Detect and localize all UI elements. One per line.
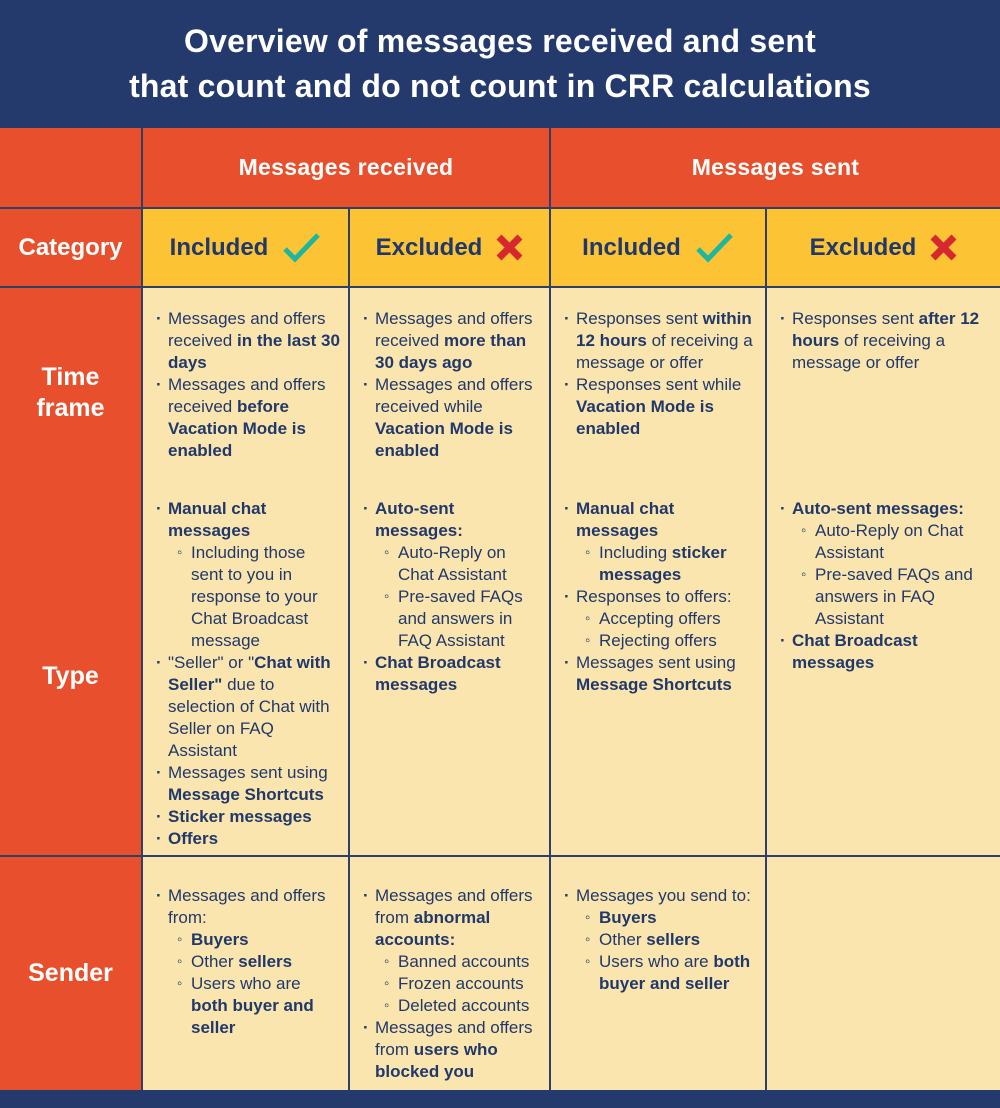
dot-bullet: ·: [564, 587, 570, 606]
list-item: ◦ Banned accounts: [384, 952, 530, 971]
circle-bullet: ◦: [585, 610, 591, 627]
sender-label-text: Sender: [28, 959, 113, 987]
category-row-label: [0, 209, 141, 288]
circle-bullet: ◦: [585, 544, 591, 561]
list-item: ◦ Accepting offers: [585, 609, 721, 628]
list-item: · Messages and offers from abnormal accounts:: [363, 886, 533, 949]
list-item: · Messages and offers received while Vacation Mode is enabled: [363, 375, 533, 460]
cross-icon: [496, 234, 523, 261]
dot-bullet: ·: [156, 886, 162, 905]
dot-bullet: ·: [156, 375, 162, 394]
circle-bullet: ◦: [177, 953, 183, 970]
included-label: Included: [582, 233, 681, 261]
list-item: ◦ Users who are both buyer and seller: [177, 974, 314, 1037]
circle-bullet: ◦: [801, 522, 807, 539]
list-item: ◦ Other sellers: [585, 930, 701, 949]
list-item: · Messages sent using Message Shortcuts: [156, 763, 328, 804]
sender-row-label: [0, 855, 141, 1090]
list-item: · Chat Broadcast messages: [780, 631, 918, 672]
timeframe-sent-included: [549, 288, 765, 497]
dot-bullet: ·: [156, 763, 162, 782]
crr-table: [0, 128, 1000, 1090]
dot-bullet: ·: [780, 309, 786, 328]
category-sent-included: [549, 209, 765, 288]
list-item: ◦ Deleted accounts: [384, 996, 530, 1015]
circle-bullet: ◦: [384, 997, 390, 1014]
page-title-line1: Overview of messages received and sent: [184, 23, 816, 59]
dot-bullet: ·: [363, 309, 369, 328]
list-item: · Manual chat messages: [564, 499, 675, 540]
dot-bullet: ·: [156, 829, 162, 848]
excluded-label: Excluded: [809, 233, 917, 261]
list-item: · Messages sent using Message Shortcuts: [564, 653, 736, 694]
circle-bullet: ◦: [384, 975, 390, 992]
dot-bullet: ·: [363, 499, 369, 518]
dot-bullet: ·: [156, 499, 162, 518]
list-item: · Messages and offers from users who blocked you: [363, 1018, 533, 1081]
type-sent-included: [549, 497, 765, 855]
list-item: · Auto-sent messages:: [780, 499, 964, 518]
list-item: ◦ Pre-saved FAQs and answers in FAQ Assistant: [801, 565, 973, 628]
list-item: ◦ Other sellers: [177, 952, 293, 971]
timeframe-row-label: [0, 288, 141, 497]
list-item: · Messages and offers received in the last 30 days: [156, 309, 340, 372]
dot-bullet: ·: [156, 807, 162, 826]
dot-bullet: ·: [363, 375, 369, 394]
circle-bullet: ◦: [585, 953, 591, 970]
list-item: · Auto-sent messages:: [363, 499, 463, 540]
dot-bullet: ·: [780, 499, 786, 518]
circle-bullet: ◦: [177, 544, 183, 561]
dot-bullet: ·: [780, 631, 786, 650]
list-item: ◦ Auto-Reply on Chat Assistant: [384, 543, 507, 584]
type-received-included: [141, 497, 348, 855]
circle-bullet: ◦: [177, 975, 183, 992]
category-label-text: Category: [18, 233, 123, 261]
circle-bullet: ◦: [384, 588, 390, 605]
excluded-label: Excluded: [375, 233, 483, 261]
check-icon: [695, 232, 734, 263]
cross-icon: [930, 234, 957, 261]
list-item: ◦ Pre-saved FAQs and answers in FAQ Assistant: [384, 587, 523, 650]
circle-bullet: ◦: [585, 931, 591, 948]
list-item: · Messages and offers from:: [156, 886, 326, 927]
circle-bullet: ◦: [585, 909, 591, 926]
category-sent-excluded: [765, 209, 1000, 288]
header-corner-cell: [0, 128, 141, 209]
list-item: · Offers: [156, 829, 219, 848]
list-item: ◦ Auto-Reply on Chat Assistant: [801, 521, 964, 562]
header-messages-sent-label: Messages sent: [691, 154, 860, 180]
list-item: ◦ Buyers: [585, 908, 657, 927]
title-banner: [0, 0, 1000, 128]
list-item: · Manual chat messages: [156, 499, 267, 540]
header-messages-received: [141, 128, 549, 209]
type-sent-excluded: [765, 497, 1000, 855]
dot-bullet: ·: [564, 886, 570, 905]
sender-received-included: [141, 855, 348, 1090]
sender-sent-excluded: [765, 855, 1000, 1090]
timeframe-received-excluded: [348, 288, 549, 497]
list-item: · Messages and offers received before Vacation Mode is enabled: [156, 375, 326, 460]
list-item: · "Seller" or "Chat with Seller" due to selection of Chat with Seller on FAQ Assistant: [156, 653, 331, 760]
category-received-excluded: [348, 209, 549, 288]
circle-bullet: ◦: [384, 544, 390, 561]
list-item: ◦ Including those sent to you in response to your Chat Broadcast message: [177, 543, 318, 650]
circle-bullet: ◦: [177, 931, 183, 948]
sender-sent-included: [549, 855, 765, 1090]
dot-bullet: ·: [363, 886, 369, 905]
check-icon: [282, 232, 321, 263]
list-item: ◦ Users who are both buyer and seller: [585, 952, 751, 993]
timeframe-sent-excluded: [765, 288, 1000, 497]
type-row-label: [0, 497, 141, 855]
list-item: · Responses to offers:: [564, 587, 732, 606]
dot-bullet: ·: [564, 499, 570, 518]
type-label-text: Type: [42, 661, 99, 690]
list-item: · Responses sent while Vacation Mode is enabled: [564, 375, 742, 438]
list-item: · Sticker messages: [156, 807, 312, 826]
page-title-line2: that count and do not count in CRR calculations: [129, 68, 871, 104]
list-item: · Responses sent within 12 hours of receiving a message or offer: [564, 309, 753, 372]
header-messages-sent: [549, 128, 1000, 209]
list-item: ◦ Buyers: [177, 930, 249, 949]
list-item: ◦ Rejecting offers: [585, 631, 717, 650]
list-item: · Responses sent after 12 hours of receiving a message or offer: [780, 309, 980, 372]
dot-bullet: ·: [564, 653, 570, 672]
dot-bullet: ·: [363, 1018, 369, 1037]
dot-bullet: ·: [156, 309, 162, 328]
circle-bullet: ◦: [801, 566, 807, 583]
bottom-strip: [0, 1090, 1000, 1108]
dot-bullet: ·: [363, 653, 369, 672]
list-item: ◦ Frozen accounts: [384, 974, 524, 993]
timeframe-received-included: [141, 288, 348, 497]
list-item: · Messages you send to:: [564, 886, 751, 905]
dot-bullet: ·: [564, 309, 570, 328]
circle-bullet: ◦: [585, 632, 591, 649]
dot-bullet: ·: [564, 375, 570, 394]
list-item: · Messages and offers received more than 30 days ago: [363, 309, 533, 372]
dot-bullet: ·: [156, 653, 162, 672]
list-item: ◦ Including sticker messages: [585, 543, 727, 584]
header-messages-received-label: Messages received: [238, 154, 454, 180]
type-received-excluded: [348, 497, 549, 855]
list-item: · Chat Broadcast messages: [363, 653, 501, 694]
timeframe-label-text: Time frame: [36, 362, 105, 422]
circle-bullet: ◦: [384, 953, 390, 970]
included-label: Included: [169, 233, 269, 261]
sender-received-excluded: [348, 855, 549, 1090]
category-received-included: [141, 209, 348, 288]
